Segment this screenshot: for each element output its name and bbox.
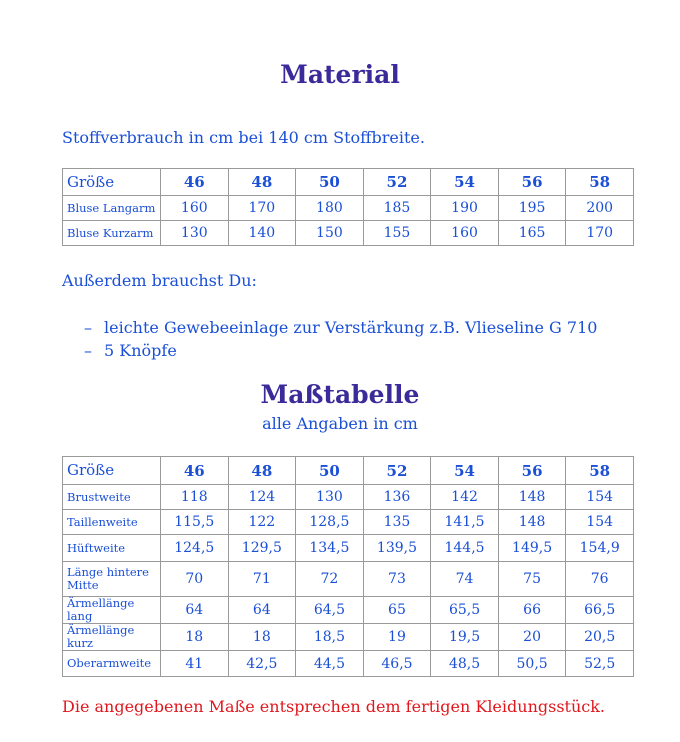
size-header: 46 bbox=[161, 169, 229, 196]
row-label: Oberarmweite bbox=[63, 651, 161, 677]
size-header: 56 bbox=[498, 169, 566, 196]
table-cell: 160 bbox=[161, 196, 229, 221]
row-label: Bluse Langarm bbox=[63, 196, 161, 221]
table-cell: 154 bbox=[566, 485, 634, 510]
table-cell: 150 bbox=[296, 221, 364, 246]
size-header-label: Größe bbox=[63, 169, 161, 196]
list-item bbox=[84, 316, 597, 339]
consumption-note: Stoffverbrauch in cm bei 140 cm Stoffbreite. bbox=[62, 128, 425, 147]
size-header: 54 bbox=[431, 169, 499, 196]
table-row bbox=[63, 485, 634, 510]
table-cell: 74 bbox=[431, 562, 499, 597]
table-cell: 124,5 bbox=[161, 535, 229, 562]
row-label: Brustweite bbox=[63, 485, 161, 510]
table-cell: 165 bbox=[498, 221, 566, 246]
table-row bbox=[63, 510, 634, 535]
table-cell: 76 bbox=[566, 562, 634, 597]
row-label: Ärmellänge lang bbox=[63, 597, 161, 624]
table-cell: 170 bbox=[228, 196, 296, 221]
table-cell: 115,5 bbox=[161, 510, 229, 535]
table-cell: 195 bbox=[498, 196, 566, 221]
size-header: 50 bbox=[296, 169, 364, 196]
table-cell: 44,5 bbox=[296, 651, 364, 677]
table-cell: 148 bbox=[498, 510, 566, 535]
extras-heading: Außerdem brauchst Du: bbox=[62, 271, 257, 290]
table-cell: 18,5 bbox=[296, 624, 364, 651]
material-title: Material bbox=[280, 60, 400, 89]
table-cell: 129,5 bbox=[228, 535, 296, 562]
size-header: 54 bbox=[431, 457, 499, 485]
dash-bullet: – bbox=[84, 318, 92, 337]
table-cell: 124 bbox=[228, 485, 296, 510]
table-cell: 154,9 bbox=[566, 535, 634, 562]
table-cell: 19,5 bbox=[431, 624, 499, 651]
table-cell: 149,5 bbox=[498, 535, 566, 562]
table-cell: 73 bbox=[363, 562, 431, 597]
masstabelle-title: Maßtabelle bbox=[260, 380, 420, 409]
table-cell: 136 bbox=[363, 485, 431, 510]
table-cell: 50,5 bbox=[498, 651, 566, 677]
table-cell: 122 bbox=[228, 510, 296, 535]
table-cell: 72 bbox=[296, 562, 364, 597]
table-cell: 52,5 bbox=[566, 651, 634, 677]
row-label: Bluse Kurzarm bbox=[63, 221, 161, 246]
table-header-row bbox=[63, 457, 634, 485]
table-cell: 170 bbox=[566, 221, 634, 246]
list-item bbox=[84, 339, 597, 362]
size-header: 58 bbox=[566, 457, 634, 485]
table-header-row bbox=[63, 169, 634, 196]
size-header: 50 bbox=[296, 457, 364, 485]
table-cell: 160 bbox=[431, 221, 499, 246]
table-cell: 18 bbox=[228, 624, 296, 651]
size-header: 48 bbox=[228, 457, 296, 485]
size-header-label: Größe bbox=[63, 457, 161, 485]
masstabelle-subtitle: alle Angaben in cm bbox=[262, 414, 418, 433]
table-cell: 180 bbox=[296, 196, 364, 221]
table-cell: 130 bbox=[296, 485, 364, 510]
table-cell: 46,5 bbox=[363, 651, 431, 677]
table-row bbox=[63, 535, 634, 562]
size-header: 52 bbox=[363, 457, 431, 485]
table-cell: 141,5 bbox=[431, 510, 499, 535]
footer-note: Die angegebenen Maße entsprechen dem fertigen Kleidungsstück. bbox=[62, 697, 606, 716]
table-row bbox=[63, 597, 634, 624]
table-cell: 66,5 bbox=[566, 597, 634, 624]
table-cell: 66 bbox=[498, 597, 566, 624]
table-cell: 139,5 bbox=[363, 535, 431, 562]
table-cell: 18 bbox=[161, 624, 229, 651]
list-item-text: 5 Knöpfe bbox=[104, 341, 177, 360]
table-cell: 154 bbox=[566, 510, 634, 535]
table-cell: 200 bbox=[566, 196, 634, 221]
table-cell: 19 bbox=[363, 624, 431, 651]
table-cell: 71 bbox=[228, 562, 296, 597]
table-row bbox=[63, 562, 634, 597]
table-cell: 140 bbox=[228, 221, 296, 246]
table-cell: 142 bbox=[431, 485, 499, 510]
row-label: Ärmellänge kurz bbox=[63, 624, 161, 651]
table-row bbox=[63, 651, 634, 677]
table-cell: 41 bbox=[161, 651, 229, 677]
fabric-consumption-table bbox=[62, 168, 634, 246]
table-cell: 155 bbox=[363, 221, 431, 246]
table-cell: 64,5 bbox=[296, 597, 364, 624]
list-item-text: leichte Gewebeeinlage zur Verstärkung z.B. Vlieseline G 710 bbox=[104, 318, 598, 337]
table-row bbox=[63, 624, 634, 651]
table-cell: 42,5 bbox=[228, 651, 296, 677]
extras-list bbox=[84, 316, 597, 362]
table-cell: 130 bbox=[161, 221, 229, 246]
table-cell: 65,5 bbox=[431, 597, 499, 624]
table-row bbox=[63, 221, 634, 246]
table-cell: 65 bbox=[363, 597, 431, 624]
table-cell: 148 bbox=[498, 485, 566, 510]
table-cell: 185 bbox=[363, 196, 431, 221]
table-cell: 64 bbox=[161, 597, 229, 624]
size-header: 56 bbox=[498, 457, 566, 485]
table-cell: 20 bbox=[498, 624, 566, 651]
table-cell: 64 bbox=[228, 597, 296, 624]
row-label: Taillenweite bbox=[63, 510, 161, 535]
table-cell: 134,5 bbox=[296, 535, 364, 562]
table-cell: 75 bbox=[498, 562, 566, 597]
table-row bbox=[63, 196, 634, 221]
size-header: 48 bbox=[228, 169, 296, 196]
size-header: 46 bbox=[161, 457, 229, 485]
measurement-table bbox=[62, 456, 634, 677]
table-cell: 70 bbox=[161, 562, 229, 597]
table-cell: 20,5 bbox=[566, 624, 634, 651]
table-cell: 190 bbox=[431, 196, 499, 221]
row-label: Hüftweite bbox=[63, 535, 161, 562]
table-cell: 135 bbox=[363, 510, 431, 535]
size-header: 52 bbox=[363, 169, 431, 196]
table-cell: 118 bbox=[161, 485, 229, 510]
table-cell: 144,5 bbox=[431, 535, 499, 562]
row-label: Länge hintere Mitte bbox=[63, 562, 161, 597]
size-header: 58 bbox=[566, 169, 634, 196]
table-cell: 48,5 bbox=[431, 651, 499, 677]
table-cell: 128,5 bbox=[296, 510, 364, 535]
dash-bullet: – bbox=[84, 341, 92, 360]
